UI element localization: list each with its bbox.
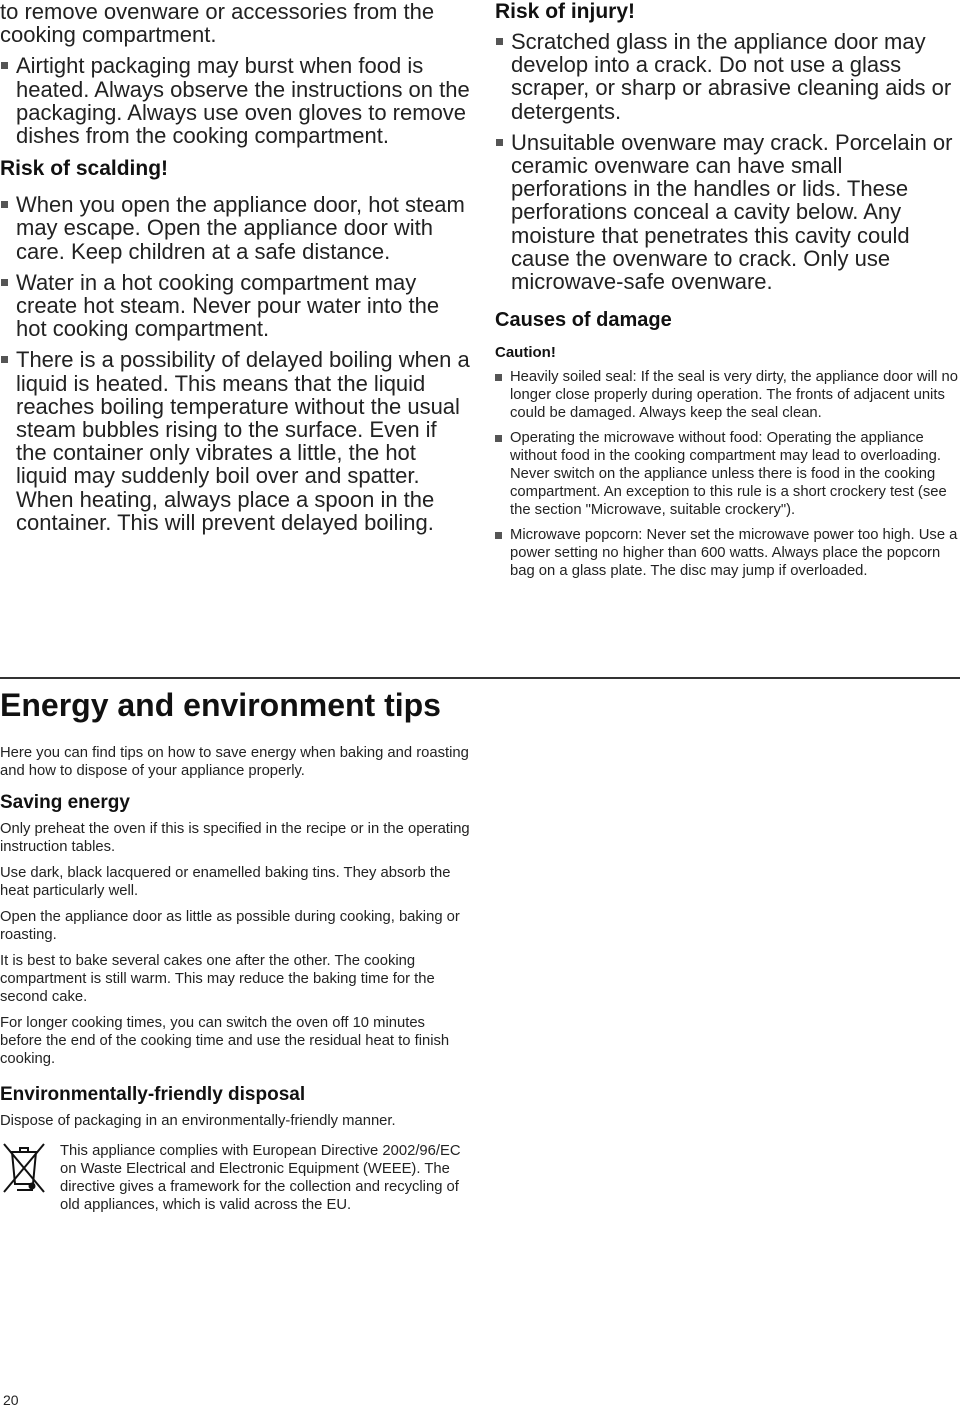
saving-paragraph: Only preheat the oven if this is specified in the recipe or in the operating instruction tables. [0,821,470,855]
list-item: Airtight packaging may burst when food is heated. Always observe the instructions on the packaging. Always use oven gloves to remove dishes from the cooking compartment. [0,54,470,147]
saving-energy-heading: Saving energy [0,792,130,813]
list-item: Scratched glass in the appliance door may develop into a crack. Do not use a glass scraper, or sharp or abrasive cleaning aids or detergents. [495,30,960,123]
square-bullet-icon [496,38,503,45]
square-bullet-icon [1,356,8,363]
risk-injury-heading: Risk of injury! [495,0,636,23]
saving-paragraph: Use dark, black lacquered or enamelled baking tins. They absorb the heat particularly well. [0,865,451,899]
caution-label: Caution! [495,344,556,362]
square-bullet-icon [1,62,8,69]
energy-intro: Here you can find tips on how to save energy when baking and roasting and how to dispose of your appliance properly. [0,745,469,779]
list-item: Heavily soiled seal: If the seal is very dirty, the appliance door will no longer close properly during operation. The fronts of adjacent units could be damaged. Always keep the seal clean. [495,368,960,422]
crossed-out-wheelie-bin-icon [0,1138,48,1196]
disposal-intro: Dispose of packaging in an environmentally-friendly manner. [0,1113,396,1129]
risk-scalding-heading: Risk of scalding! [0,157,169,181]
list-item: Microwave popcorn: Never set the microwave power too high. Use a power setting no higher than 600 watts. Always place the popcorn bag on a glass plate. The disc may jump if overloaded. [495,526,960,580]
section-title: Energy and environment tips [0,687,441,723]
causes-of-damage-heading: Causes of damage [495,309,672,332]
square-bullet-icon [1,279,8,286]
left-column [0,0,470,542]
intro-continued: to remove ovenware or accessories from the cooking compartment. [0,0,435,48]
disposal-heading: Environmentally-friendly disposal [0,1084,306,1105]
weee-text: This appliance complies with European Directive 2002/96/EC on Waste Electrical and Electronic Equipment (WEEE). The directive gives a framework for the collection and recycling of old appliances, which is valid across the EU. [60,1143,461,1213]
right-column [495,0,960,587]
page-number: 20 [3,1392,19,1408]
list-item: Unsuitable ovenware may crack. Porcelain or ceramic ovenware can have small perforations in the handles or lids. These perforations conceal a cavity below. Any moisture that penetrates this cavity could cause the ovenware to crack. Only use microwave-safe ovenware. [495,131,960,293]
saving-paragraph: For longer cooking times, you can switch the oven off 10 minutes before the end of the cooking time and use the residual heat to finish cooking. [0,1015,450,1067]
square-bullet-icon [495,374,502,381]
square-bullet-icon [495,532,502,539]
section-divider [0,677,960,679]
list-item: There is a possibility of delayed boiling when a liquid is heated. This means that the liquid reaches boiling temperature without the usual steam bubbles rising to the surface. Even if the container only vibrates a little, the hot liquid may suddenly boil over and spatter. When heating, always place a spoon in the container. This will prevent delayed boiling. [0,348,470,534]
square-bullet-icon [495,435,502,442]
square-bullet-icon [1,201,8,208]
square-bullet-icon [496,139,503,146]
list-item: When you open the appliance door, hot steam may escape. Open the appliance door with care. Keep children at a safe distance. [0,193,470,263]
energy-section [0,686,470,1214]
weee-notice [0,1142,470,1214]
list-item: Operating the microwave without food: Operating the appliance without food in the cooking compartment may lead to overloading. Never switch on the appliance unless there is food in the cooking compartment. An exception to this rule is a short crockery test (see the section "Microwave, suitable crockery"). [495,429,960,519]
saving-paragraph: Open the appliance door as little as possible during cooking, baking or roasting. [0,909,460,943]
list-item: Water in a hot cooking compartment may create hot steam. Never pour water into the hot cooking compartment. [0,271,470,341]
saving-paragraph: It is best to bake several cakes one after the other. The cooking compartment is still warm. This may reduce the baking time for the second cake. [0,953,435,1005]
